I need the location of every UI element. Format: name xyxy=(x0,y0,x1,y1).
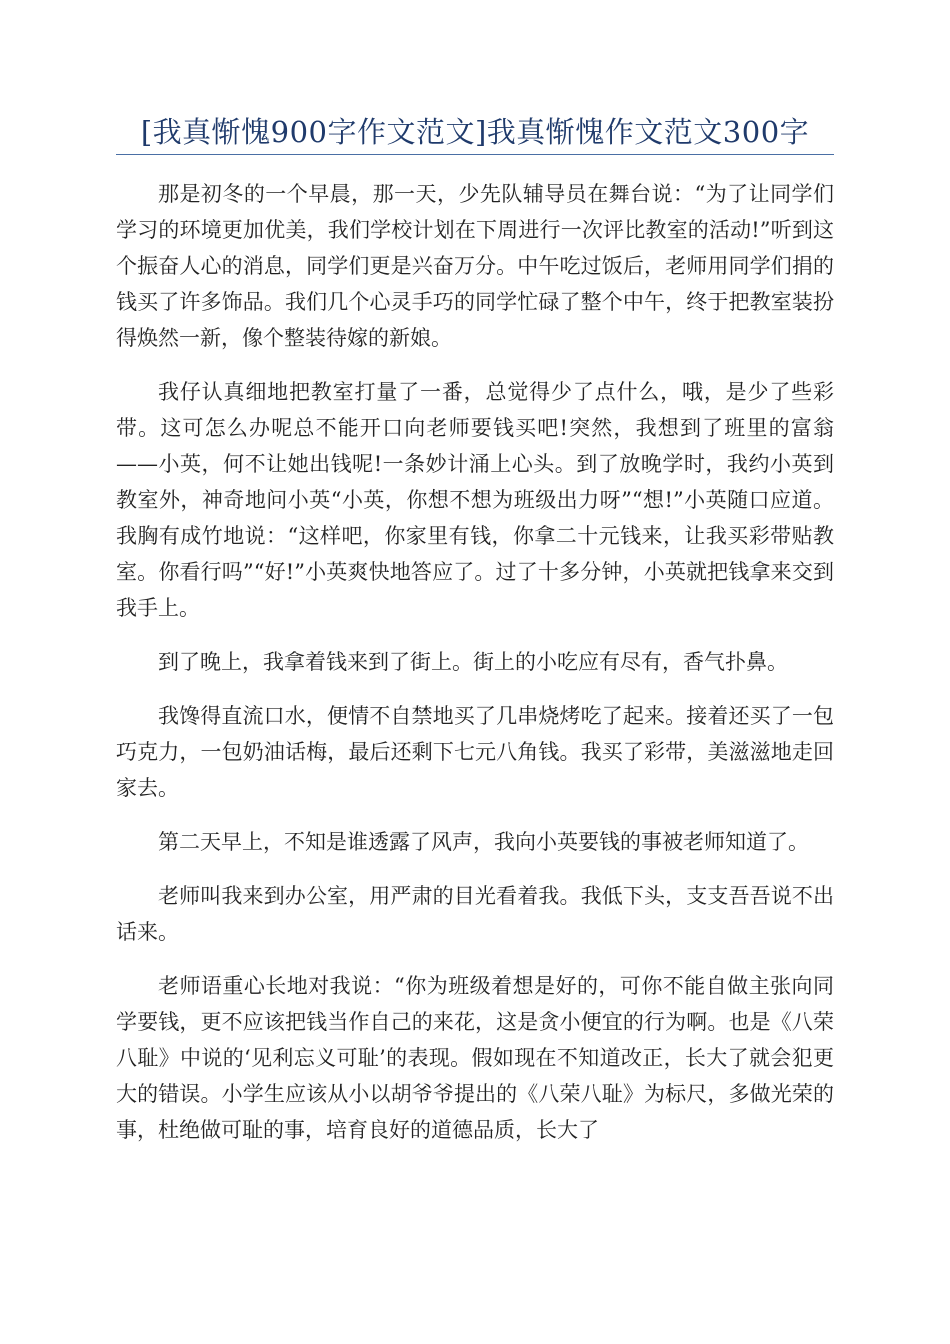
paragraph-5: 第二天早上，不知是谁透露了风声，我向小英要钱的事被老师知道了。 xyxy=(158,830,809,854)
paragraph-2: 我仔认真细地把教室打量了一番，总觉得少了点什么，哦，是少了些彩带。这可怎么办呢总不能开口向老师要钱买吧!突然，我想到了班里的富翁——小英，何不让她出钱呢!一条妙计涌上心头。到了放晚学时，我约小英到教室外，神奇地问小英“小英，你想不想为班级出力呀”“想!”小英随口应道。我胸有成竹地说：“这样吧，你家里有钱，你拿二十元钱来，让我买彩带贴教室。你看行吗”“好!”小英爽快地答应了。过了十多分钟，小英就把钱拿来交到我手上。 xyxy=(116,380,834,620)
title-underline xyxy=(116,154,834,155)
paragraph-6: 老师叫我来到办公室，用严肃的目光看着我。我低下头，支支吾吾说不出话来。 xyxy=(116,884,834,944)
paragraph-3: 到了晚上，我拿着钱来到了街上。街上的小吃应有尽有，香气扑鼻。 xyxy=(158,650,788,674)
document-title: [我真惭愧900字作文范文]我真惭愧作文范文300字 xyxy=(140,115,810,149)
paragraph-4: 我馋得直流口水，便情不自禁地买了几串烧烤吃了起来。接着还买了一包巧克力，一包奶油话梅，最后还剩下七元八角钱。我买了彩带，美滋滋地走回家去。 xyxy=(116,704,834,800)
paragraph-1: 那是初冬的一个早晨，那一天，少先队辅导员在舞台说：“为了让同学们学习的环境更加优美，我们学校计划在下周进行一次评比教室的活动!”听到这个振奋人心的消息，同学们更是兴奋万分。中午吃过饭后，老师用同学们捐的钱买了许多饰品。我们几个心灵手巧的同学忙碌了整个中午，终于把教室装扮得焕然一新，像个整装待嫁的新娘。 xyxy=(116,182,834,350)
document-body xyxy=(116,176,834,1166)
paragraph-7: 老师语重心长地对我说：“你为班级着想是好的，可你不能自做主张向同学要钱，更不应该把钱当作自己的来花，这是贪小便宜的行为啊。也是《八荣八耻》中说的‘见利忘义可耻’的表现。假如现在不知道改正，长大了就会犯更大的错误。小学生应该从小以胡爷爷提出的《八荣八耻》为标尺，多做光荣的事，杜绝做可耻的事，培育良好的道德品质，长大了 xyxy=(116,974,834,1142)
